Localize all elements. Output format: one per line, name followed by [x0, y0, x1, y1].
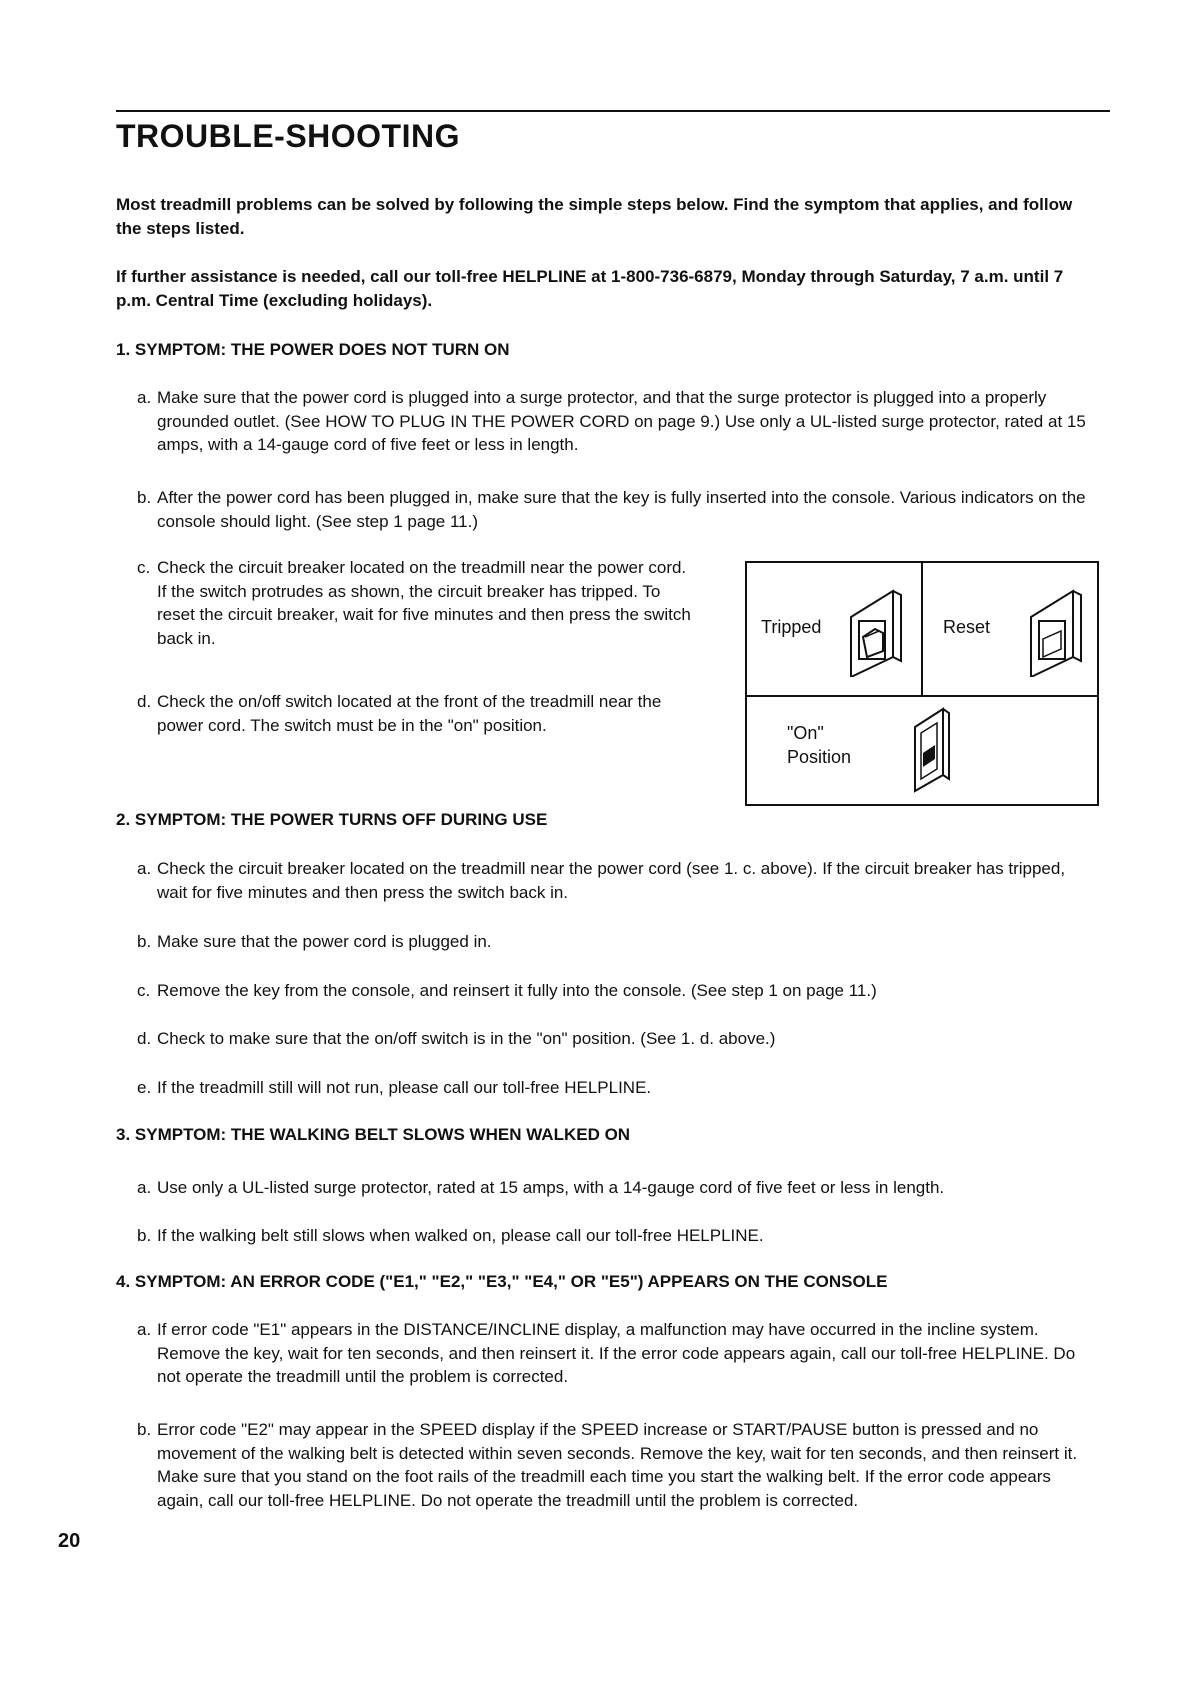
symptom-3-heading: 3. SYMPTOM: THE WALKING BELT SLOWS WHEN WALKED ON	[116, 1125, 631, 1144]
step-text: If error code "E1" appears in the DISTANCE/INCLINE display, a malfunction may have occurred in the incline system. Remove the key, wait for ten seconds, and then reinsert it. If the error code appears again, call our toll-free HELPLINE. Do not operate the treadmill until the problem is corrected.	[157, 1320, 1076, 1386]
symptom-2-step-a	[137, 857, 1097, 904]
switch-positions-figure	[745, 561, 1099, 806]
on-position-panel	[747, 697, 1097, 804]
step-text: After the power cord has been plugged in, make sure that the key is fully inserted into the console. Various indicators on the console should light. (See step 1 page 11.)	[157, 488, 1086, 531]
symptom-1-step-c	[137, 556, 697, 650]
page-title: TROUBLE-SHOOTING	[116, 118, 460, 154]
step-text: Use only a UL-listed surge protector, rated at 15 amps, with a 14-gauge cord of five feet or less in length.	[157, 1178, 945, 1197]
tripped-label: Tripped	[761, 617, 822, 637]
step-letter: a.	[137, 859, 152, 878]
symptom-2-step-d	[137, 1027, 1097, 1051]
step-text: Error code "E2" may appear in the SPEED display if the SPEED increase or START/PAUSE button is pressed and no movement of the walking belt is detected within seven seconds. Remove the key, wait for ten seconds, and then reinsert it. Make sure that you stand on the foot rails of the treadmill each time you start the walking belt. If the error code appears again, call our toll-free HELPLINE. Do not operate the treadmill until the problem is corrected.	[157, 1420, 1078, 1510]
symptom-2-step-e	[137, 1076, 1097, 1100]
step-letter: a.	[137, 1178, 152, 1197]
tripped-panel	[747, 563, 923, 697]
step-letter: b.	[137, 1226, 152, 1245]
step-text: Check the on/off switch located at the front of the treadmill near the power cord. The switch must be in the "on" position.	[157, 692, 662, 735]
step-letter: b.	[137, 488, 152, 507]
on-label: "On"	[787, 723, 824, 743]
step-letter: a.	[137, 1320, 152, 1339]
step-letter: c.	[137, 558, 151, 577]
reset-label: Reset	[943, 617, 991, 637]
tripped-switch-icon	[845, 577, 907, 677]
symptom-2-step-b	[137, 930, 1097, 954]
on-off-switch-icon	[909, 703, 957, 795]
symptom-1-step-a	[137, 386, 1097, 457]
step-letter: b.	[137, 932, 152, 951]
step-letter: d.	[137, 1029, 152, 1048]
top-rule	[116, 110, 1110, 112]
symptom-1-heading: 1. SYMPTOM: THE POWER DOES NOT TURN ON	[116, 340, 510, 359]
symptom-3-step-a	[137, 1176, 1097, 1200]
step-text: If the treadmill still will not run, please call our toll-free HELPLINE.	[157, 1078, 652, 1097]
step-letter: d.	[137, 692, 152, 711]
step-text: If the walking belt still slows when walked on, please call our toll-free HELPLINE.	[157, 1226, 764, 1245]
reset-panel	[923, 563, 1097, 697]
symptom-4-heading: 4. SYMPTOM: AN ERROR CODE ("E1," "E2," "E3," "E4," OR "E5") APPEARS ON THE CONSOLE	[116, 1272, 888, 1291]
step-letter: a.	[137, 388, 152, 407]
step-letter: c.	[137, 981, 151, 1000]
step-text: Check the circuit breaker located on the treadmill near the power cord. If the switch protrudes as shown, the circuit breaker has tripped. To reset the circuit breaker, wait for five minutes and then press the switch back in.	[157, 558, 691, 648]
step-text: Make sure that the power cord is plugged into a surge protector, and that the surge protector is plugged into a properly grounded outlet. (See HOW TO PLUG IN THE POWER CORD on page 9.) Use only a UL-listed surge protector, rated at 15 amps, with a 14-gauge cord of five feet or less in length.	[157, 388, 1086, 454]
symptom-2-step-c	[137, 979, 1097, 1003]
step-text: Check the circuit breaker located on the treadmill near the power cord (see 1. c. above). If the circuit breaker has tripped, wait for five minutes and then press the switch back in.	[157, 859, 1066, 902]
step-letter: b.	[137, 1420, 152, 1439]
symptom-2-heading: 2. SYMPTOM: THE POWER TURNS OFF DURING USE	[116, 810, 548, 829]
page-number: 20	[58, 1530, 81, 1552]
position-label: Position	[787, 747, 852, 767]
step-text: Remove the key from the console, and reinsert it fully into the console. (See step 1 on page 11.)	[157, 981, 877, 1000]
step-text: Make sure that the power cord is plugged in.	[157, 932, 492, 951]
helpline-paragraph: If further assistance is needed, call our toll-free HELPLINE at 1-800-736-6879, Monday through Saturday, 7 a.m. until 7 p.m. Central Time (excluding holidays).	[116, 267, 1064, 310]
intro-paragraph: Most treadmill problems can be solved by following the simple steps below. Find the symptom that applies, and follow the steps listed.	[116, 195, 1073, 238]
symptom-4-step-b	[137, 1418, 1097, 1512]
symptom-1-step-d	[137, 690, 697, 737]
reset-switch-icon	[1025, 577, 1087, 677]
symptom-1-step-b	[137, 486, 1097, 533]
symptom-4-step-a	[137, 1318, 1097, 1389]
step-letter: e.	[137, 1078, 152, 1097]
step-text: Check to make sure that the on/off switch is in the "on" position. (See 1. d. above.)	[157, 1029, 776, 1048]
symptom-3-step-b	[137, 1224, 1097, 1248]
